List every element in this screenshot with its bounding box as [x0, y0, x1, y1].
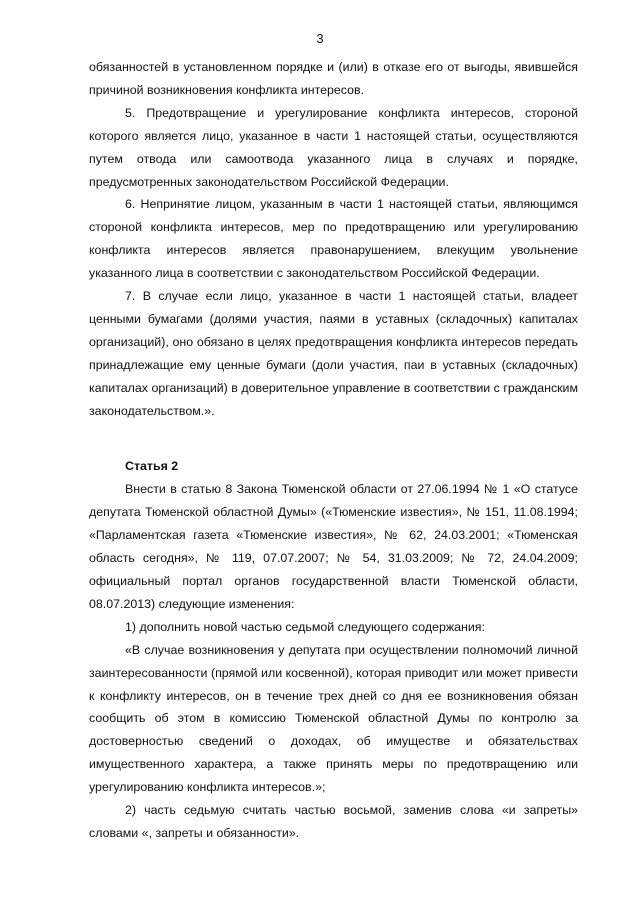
page-number: 3: [316, 31, 324, 46]
paragraph-item-2: 2) часть седьмую считать частью восьмой, заменив слова «и запреты» словами «, запреты и обязанности».: [89, 803, 578, 840]
paragraph-part-6: 6. Непринятие лицом, указанным в части 1 настоящей статьи, являющимся стороной конфликта интересов, мер по предотвращению или урегулированию конфликта интересов является правонарушением, влекущим увольнение указанного лица в соответствии с законодательством Российской Федерации.: [89, 197, 578, 281]
article-heading: Статья 2: [125, 458, 179, 473]
paragraph-part-7: 7. В случае если лицо, указанное в части 1 настоящей статьи, владеет ценными бумагами (долями участия, паями в уставных (складочных) капиталах организаций), оно обязано в целях предотвращения конфликта интересов передать принадлежащие ему ценные бумаги (доли участия, паи в уставных (складочных) капиталах организаций) в доверительное управление в соответствии с гражданским законодательством.».: [89, 289, 578, 418]
paragraph-article-2-intro: Внести в статью 8 Закона Тюменской области от 27.06.1994 № 1 «О статусе депутата Тюменской областной Думы» («Тюменские известия», № 151, 11.08.1994; «Парламентская газета «Тюменские известия», № 62, 24.03.2001; «Тюменская область сегодня», № 119, 07.07.2007; № 54, 31.03.2009; № 72, 24.04.2009; официальный портал органов государственной власти Тюменской области, 08.07.2013) следующие изменения:: [89, 482, 578, 611]
paragraph-continuation: обязанностей в установленном порядке и (или) в отказе его от выгоды, явившейся причиной возникновения конфликта интересов.: [89, 60, 578, 97]
document-body: [89, 56, 578, 845]
paragraph-item-1: 1) дополнить новой частью седьмой следующего содержания:: [125, 619, 485, 634]
paragraph-part-5: 5. Предотвращение и урегулирование конфликта интересов, стороной которого является лицо, указанное в части 1 настоящей статьи, осуществляются путем отвода или самоотвода указанного лица в случаях и порядке, предусмотренных законодательством Российской Федерации.: [89, 105, 578, 189]
paragraph-quote: «В случае возникновения у депутата при осуществлении полномочий личной заинтересованности (прямой или косвенной), которая приводит или может привести к конфликту интересов, он в течение трех дней со дня ее возникновения обязан сообщить об этом в комиссию Тюменской областной Думы по контролю за достоверностью сведений о доходах, об имуществе и обязательствах имущественного характера, а также принять меры по предотвращению или урегулированию конфликта интересов.»;: [89, 642, 578, 795]
